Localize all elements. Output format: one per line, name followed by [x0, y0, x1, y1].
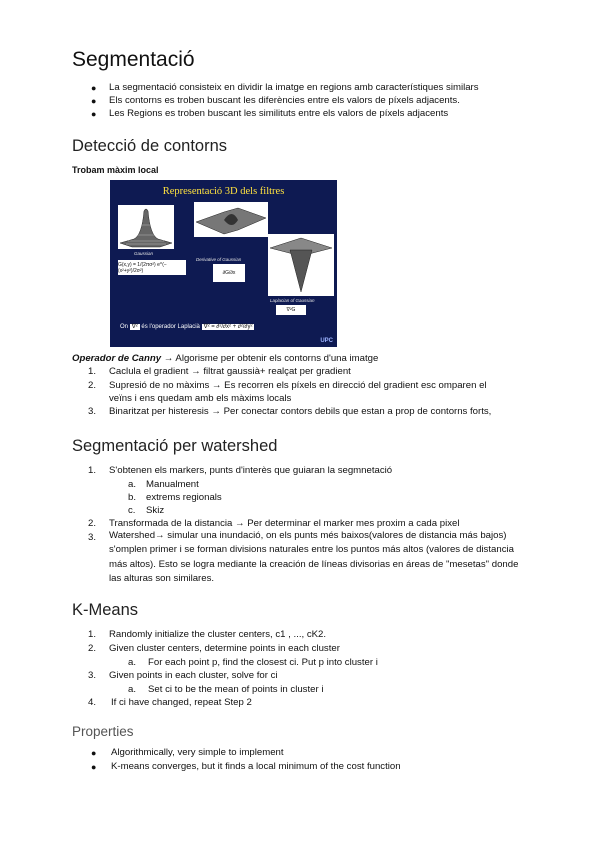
- derivative-plot: [194, 202, 268, 237]
- laplacian-operator-text: és l'operador Laplacià: [141, 324, 200, 330]
- intro-bullet: Els contorns es troben buscant les diferències entre els valors de píxels adjacents.: [109, 95, 460, 106]
- kmeans-step: Given cluster centers, determine points in each cluster: [109, 643, 340, 654]
- section-heading-contours: Detecció de contorns: [72, 137, 228, 155]
- list-number: 2.: [87, 518, 96, 529]
- list-number: 1.: [87, 629, 96, 640]
- list-number: 4.: [87, 697, 96, 708]
- kmeans-subitem-marker: a.: [128, 684, 137, 695]
- list-number: 3.: [87, 406, 96, 417]
- watershed-item-paragraph: Watershed→ simular una inundació, on els punts més baixos(valores de distancia más bajos) s'omplen primer i se forman divisions naturales entre los puntos más altos (valores de distancia más altos). Esto se logra mediante la creación de líneas divisorias en áreas de "mesetas" donde las alturas son similares.: [109, 530, 519, 584]
- gaussian-equation: G(x,y) = 1/(2πσ²) e^(−(x²+y²)/2σ²): [118, 260, 186, 275]
- list-number: 3.: [87, 532, 96, 543]
- page-title: Segmentació: [72, 48, 195, 71]
- list-number: 1.: [87, 465, 96, 476]
- kmeans-subitem-marker: a.: [128, 657, 137, 668]
- list-number: 2.: [87, 380, 96, 391]
- upc-logo: UPC: [320, 338, 333, 344]
- canny-step-continued: veïns i ens quedam amb els màxims locals: [109, 393, 292, 404]
- section-heading-watershed: Segmentació per watershed: [72, 437, 278, 455]
- watershed-subitem: extrems regionals: [146, 492, 222, 503]
- bullet-dot: ●: [91, 96, 97, 106]
- watershed-item: S'obtenen els markers, punts d'interès que guiaran la segmnetació: [109, 465, 393, 476]
- canny-step: Supresió de no màxims → Es recorren els píxels en direcció del gradient esc omparen el: [109, 380, 487, 391]
- property-bullet: Algorithmically, very simple to implement: [111, 747, 284, 758]
- list-number: 1.: [87, 366, 96, 377]
- canny-line: [72, 352, 378, 365]
- section-heading-kmeans: K-Means: [72, 601, 139, 619]
- watershed-subitem: Manualment: [146, 479, 199, 490]
- kmeans-step: If ci have changed, repeat Step 2: [111, 697, 252, 708]
- caption-laplacian: Laplacian of Gaussian: [270, 298, 315, 303]
- list-number: 3.: [87, 670, 96, 681]
- filters-3d-figure: [110, 180, 337, 347]
- list-number: 2.: [87, 643, 96, 654]
- nabla-box: ∇²: [131, 324, 138, 330]
- laplacian-plot: [268, 234, 334, 296]
- watershed-subitem: Skiz: [146, 505, 165, 516]
- derivative-equation: ∂G/∂x: [213, 264, 245, 282]
- caption-derivative: Derivative of Gaussian: [196, 257, 242, 262]
- gaussian-plot: [118, 205, 174, 249]
- kmeans-substep: For each point p, find the closest ci. Put p into cluster i: [148, 657, 378, 668]
- watershed-subitem-marker: a.: [128, 479, 137, 490]
- canny-step: Binaritzat per histeresis → Per conectar contors debils que estan a prop de contorns forts,: [109, 406, 492, 417]
- kmeans-step: Given points in each cluster, solve for ci: [109, 670, 278, 681]
- canny-step: Caclula el gradient → filtrat gaussià+ realçat per gradient: [109, 366, 351, 377]
- figure-title: Representació 3D dels filtres: [162, 186, 285, 197]
- watershed-item: Transformada de la distancia → Per determinar el marker mes proxim a cada pixel: [109, 518, 460, 529]
- intro-bullet: Les Regions es troben buscant les similituts entre els valors de píxels adjacents: [109, 108, 449, 119]
- bullet-dot: ●: [91, 83, 97, 93]
- watershed-subitem-marker: c.: [128, 505, 136, 516]
- bullet-dot: ●: [91, 748, 97, 758]
- bullet-dot: ●: [91, 762, 97, 772]
- kmeans-substep: Set ci to be the mean of points in cluster i: [148, 684, 324, 695]
- intro-bullet: La segmentació consisteix en dividir la imatge en regions amb característiques similars: [109, 82, 479, 93]
- canny-text: → Algorisme per obtenir els contorns d'una imatge: [163, 353, 379, 364]
- watershed-subitem-marker: b.: [128, 492, 137, 503]
- laplacian-prefix: On: [120, 324, 129, 330]
- property-bullet: K-means converges, but it finds a local minimum of the cost function: [111, 761, 401, 772]
- laplacian-equation: ∇²G: [276, 305, 306, 315]
- bullet-dot: ●: [91, 109, 97, 119]
- properties-heading: Properties: [72, 724, 134, 739]
- laplacian-operator-line: [120, 323, 254, 330]
- kmeans-step: Randomly initialize the cluster centers, c1 , ..., cK2.: [109, 629, 327, 640]
- laplacian-formula: ∇² = ∂²/∂x² + ∂²/∂y²: [203, 324, 253, 330]
- contours-label: Trobam màxim local: [72, 165, 159, 175]
- canny-term: Operador de Canny: [72, 353, 162, 364]
- caption-gaussian: Gaussian: [134, 251, 154, 256]
